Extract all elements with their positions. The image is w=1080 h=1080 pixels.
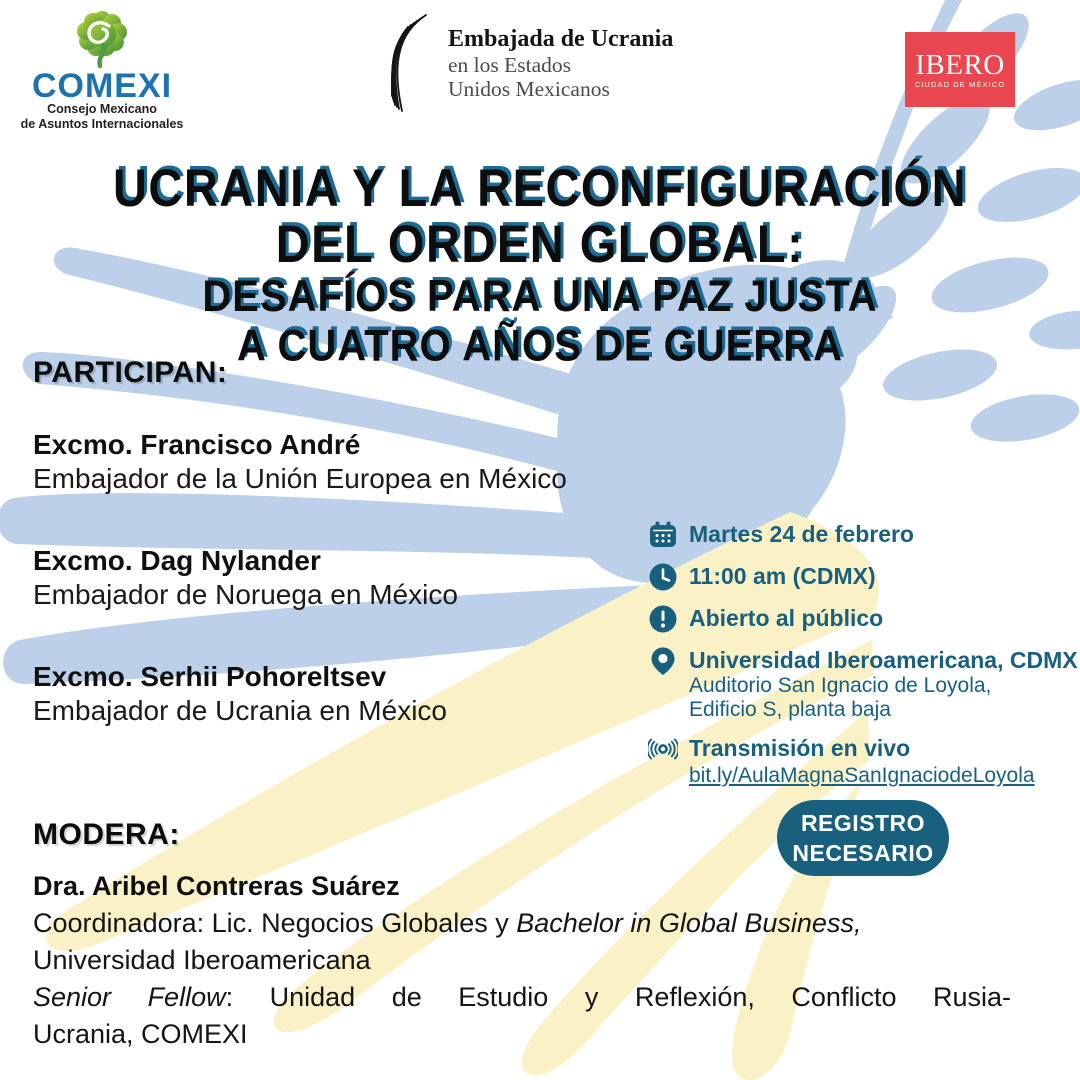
ibero-tagline: CIUDAD DE MÉXICO <box>914 79 1006 89</box>
detail-venue-name: Universidad Iberoamericana, CDMX <box>689 647 1078 673</box>
title-line-4: A CUATRO AÑOS DE GUERRA <box>237 321 843 371</box>
event-details <box>648 520 1080 789</box>
speaker-role: Embajador de Noruega en México <box>33 579 458 610</box>
moderator-heading: MODERA: <box>33 818 180 851</box>
detail-venue-room: Auditorio San Ignacio de Loyola, <box>689 674 992 697</box>
comexi-logo <box>18 8 186 131</box>
detail-admission <box>648 604 1080 634</box>
speaker-name: Excmo. Francisco André <box>33 429 361 460</box>
detail-time-text: 11:00 am (CDMX) <box>689 563 876 589</box>
embassy-subtitle-2: Unidos Mexicanos <box>448 77 610 101</box>
speaker-name: Excmo. Dag Nylander <box>33 545 321 576</box>
title-line-3: DESAFÍOS PARA UNA PAZ JUSTA <box>202 272 878 322</box>
moderator-university-line: Universidad Iberoamericana <box>33 945 371 975</box>
detail-venue-building: Edificio S, planta baja <box>689 698 891 721</box>
ukraine-embassy-logo <box>386 12 673 114</box>
detail-venue <box>648 646 1080 722</box>
speaker-role: Embajador de la Unión Europea en México <box>33 463 567 494</box>
register-button-line-2: NECESARIO <box>792 840 934 866</box>
detail-livestream-text: Transmisión en vivo <box>689 735 911 761</box>
speaker-name: Excmo. Serhii Pohoreltsev <box>33 661 387 692</box>
speaker-dag-nylander <box>33 544 567 612</box>
title-line-2: DEL ORDEN GLOBAL: <box>275 213 805 274</box>
title-line-1: UCRANIA Y LA RECONFIGURACIÓN <box>112 157 968 218</box>
detail-date-text: Martes 24 de febrero <box>689 521 914 547</box>
calendar-icon <box>648 520 678 550</box>
detail-time <box>648 562 1080 592</box>
moderator-fellow-italic: Senior Fellow <box>33 982 226 1012</box>
event-title <box>0 157 1080 371</box>
livestream-link[interactable]: bit.ly/AulaMagnaSanIgnaciodeLoyola <box>689 764 1035 787</box>
comexi-wordmark: COMEXI <box>31 67 173 105</box>
broadcast-icon <box>648 734 678 764</box>
speaker-francisco-andre <box>33 428 567 496</box>
embassy-subtitle-1: en los Estados <box>448 53 572 77</box>
moderator-comexi-line: Ucrania, COMEXI <box>33 1019 248 1049</box>
speaker-serhii-pohoreltsev <box>33 660 567 728</box>
location-pin-icon <box>648 646 678 676</box>
comexi-tagline: Consejo Mexicano de Asuntos Internacionales <box>20 102 184 131</box>
moderator-role-line: Coordinadora: Lic. Negocios Globales y Bachelor in Global Business, <box>33 908 862 938</box>
embassy-wing-icon <box>386 12 432 114</box>
comexi-flower-icon <box>66 8 138 70</box>
speaker-role: Embajador de Ucrania en México <box>33 695 447 726</box>
participants-heading: PARTICIPAN: <box>33 356 228 389</box>
detail-livestream <box>648 734 1080 789</box>
ibero-logo <box>905 32 1015 107</box>
participants-section <box>33 356 567 728</box>
moderator-name: Dra. Aribel Contreras Suárez <box>33 871 400 901</box>
moderator-fellow-line: Senior Fellow: Unidad de Estudio y Reflexión, Conflicto Rusia- <box>33 982 1011 1012</box>
detail-admission-text: Abierto al público <box>689 605 884 631</box>
moderator-section <box>33 818 1011 1053</box>
embassy-name: Embajada de Ucrania <box>448 26 674 52</box>
register-button-line-1: REGISTRO <box>800 810 926 836</box>
ibero-wordmark: IBERO <box>915 48 1005 81</box>
alert-icon <box>648 604 678 634</box>
detail-date <box>648 520 1080 550</box>
clock-icon <box>648 562 678 592</box>
moderator-role-italic: Bachelor in Global Business, <box>516 908 862 938</box>
